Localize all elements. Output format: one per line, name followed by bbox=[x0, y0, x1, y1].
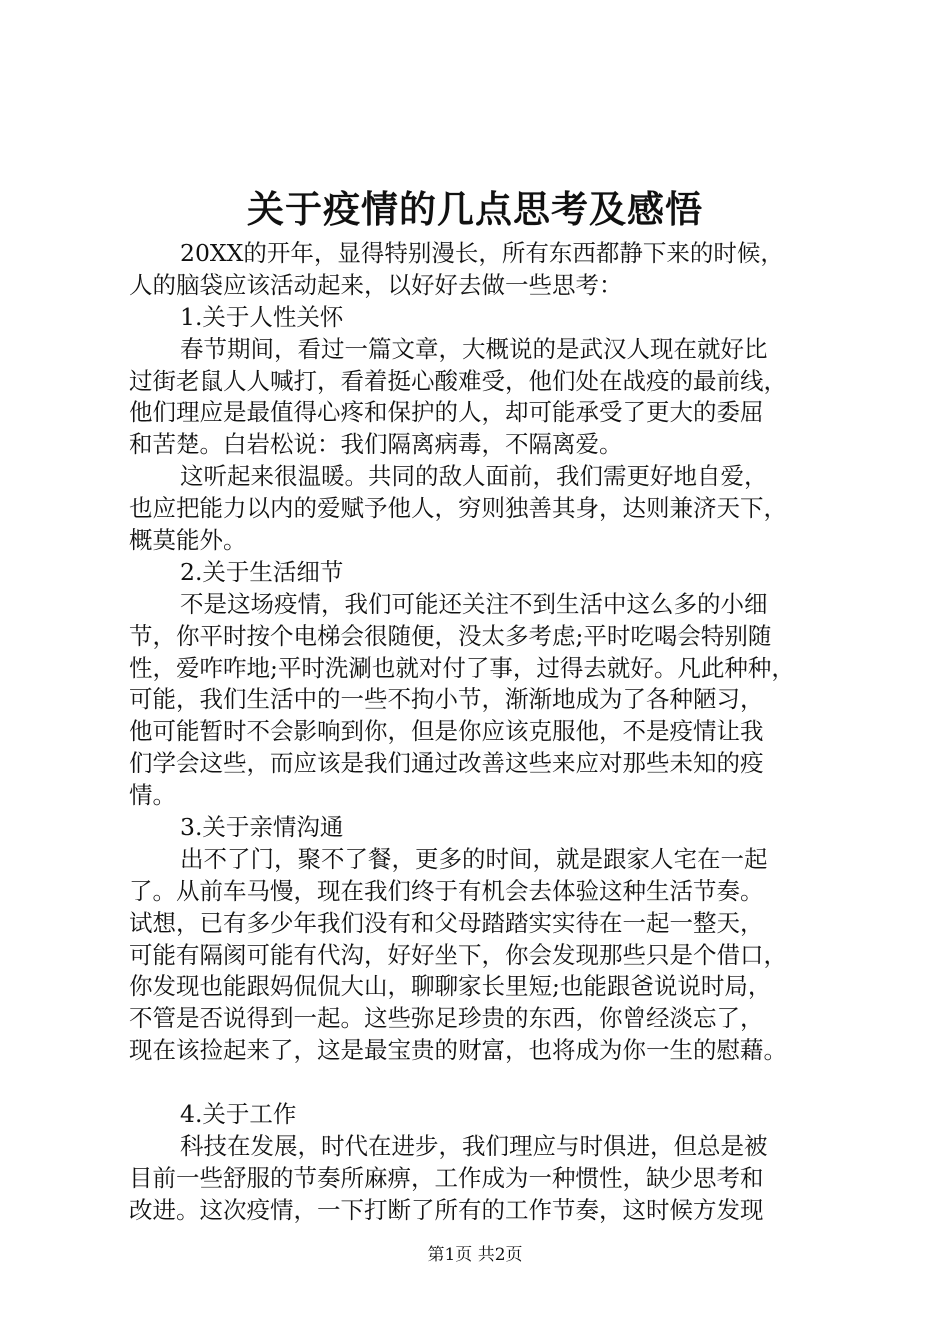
paragraph-start-line: 这听起来很温暖。共同的敌人面前，我们需更好地自爱， bbox=[180, 462, 768, 491]
paragraph-line: 试想，已有多少年我们没有和父母踏踏实实待在一起一整天， bbox=[129, 908, 764, 937]
paragraph-line: 你发现也能跟妈侃侃大山，聊聊家长里短;也能跟爸说说时局， bbox=[129, 972, 772, 1001]
paragraph-line: 和苦楚。白岩松说：我们隔离病毒，不隔离爱。 bbox=[129, 430, 623, 459]
paragraph-start-line: 不是这场疫情，我们可能还关注不到生活中这么多的小细 bbox=[180, 589, 768, 618]
document-title: 关于疫情的几点思考及感悟 bbox=[247, 187, 703, 231]
paragraph-line: 节，你平时按个电梯会很随便，没太多考虑;平时吃喝会特别随 bbox=[129, 621, 772, 650]
page-footer: 第1页 共2页 bbox=[427, 1245, 523, 1265]
paragraph-line: 改进。这次疫情，一下打断了所有的工作节奏，这时候方发现 bbox=[129, 1195, 764, 1224]
paragraph-line: 他们理应是最值得心疼和保护的人，却可能承受了更大的委屈 bbox=[129, 398, 764, 427]
paragraph-start-line: 2.关于生活细节 bbox=[180, 557, 344, 586]
paragraph-start-line: 春节期间，看过一篇文章，大概说的是武汉人现在就好比 bbox=[180, 334, 768, 363]
paragraph-line: 们学会这些，而应该是我们通过改善这些来应对那些未知的疫 bbox=[129, 749, 764, 778]
paragraph-line: 过街老鼠人人喊打，看着挺心酸难受，他们处在战疫的最前线， bbox=[129, 366, 787, 395]
paragraph-line: 了。从前车马慢，现在我们终于有机会去体验这种生活节奏。 bbox=[129, 876, 764, 905]
paragraph-line: 性，爱咋咋地;平时洗涮也就对付了事，过得去就好。凡此种种， bbox=[129, 653, 795, 682]
paragraph-line: 也应把能力以内的爱赋予他人，穷则独善其身，达则兼济天下， bbox=[129, 494, 787, 523]
paragraph-line: 现在该捡起来了，这是最宝贵的财富，也将成为你一生的慰藉。 bbox=[129, 1036, 787, 1065]
paragraph-line: 可能，我们生活中的一些不拘小节，渐渐地成为了各种陋习， bbox=[129, 685, 764, 714]
paragraph-line: 目前一些舒服的节奏所麻痹，工作成为一种惯性，缺少思考和 bbox=[129, 1163, 764, 1192]
document-body bbox=[129, 238, 839, 1227]
paragraph-line: 人的脑袋应该活动起来，以好好去做一些思考： bbox=[129, 270, 623, 299]
paragraph-start-line: 科技在发展，时代在进步，我们理应与时俱进，但总是被 bbox=[180, 1131, 768, 1160]
paragraph-line: 情。 bbox=[129, 781, 176, 810]
paragraph-start-line: 4.关于工作 bbox=[180, 1100, 297, 1129]
paragraph-line: 他可能暂时不会影响到你，但是你应该克服他，不是疫情让我 bbox=[129, 717, 764, 746]
blank-line bbox=[129, 1067, 839, 1099]
paragraph-start-line: 出不了门，聚不了餐，更多的时间，就是跟家人宅在一起 bbox=[180, 844, 768, 873]
paragraph-line: 可能有隔阂可能有代沟，好好坐下，你会发现那些只是个借口， bbox=[129, 940, 787, 969]
paragraph-start-line: 3.关于亲情沟通 bbox=[180, 813, 344, 842]
paragraph-start-line: 1.关于人性关怀 bbox=[180, 302, 344, 331]
paragraph-start-line: 20XX的开年，显得特别漫长，所有东西都静下来的时候， bbox=[180, 239, 784, 267]
paragraph-line: 概莫能外。 bbox=[129, 526, 247, 555]
paragraph-line: 不管是否说得到一起。这些弥足珍贵的东西，你曾经淡忘了， bbox=[129, 1004, 764, 1033]
